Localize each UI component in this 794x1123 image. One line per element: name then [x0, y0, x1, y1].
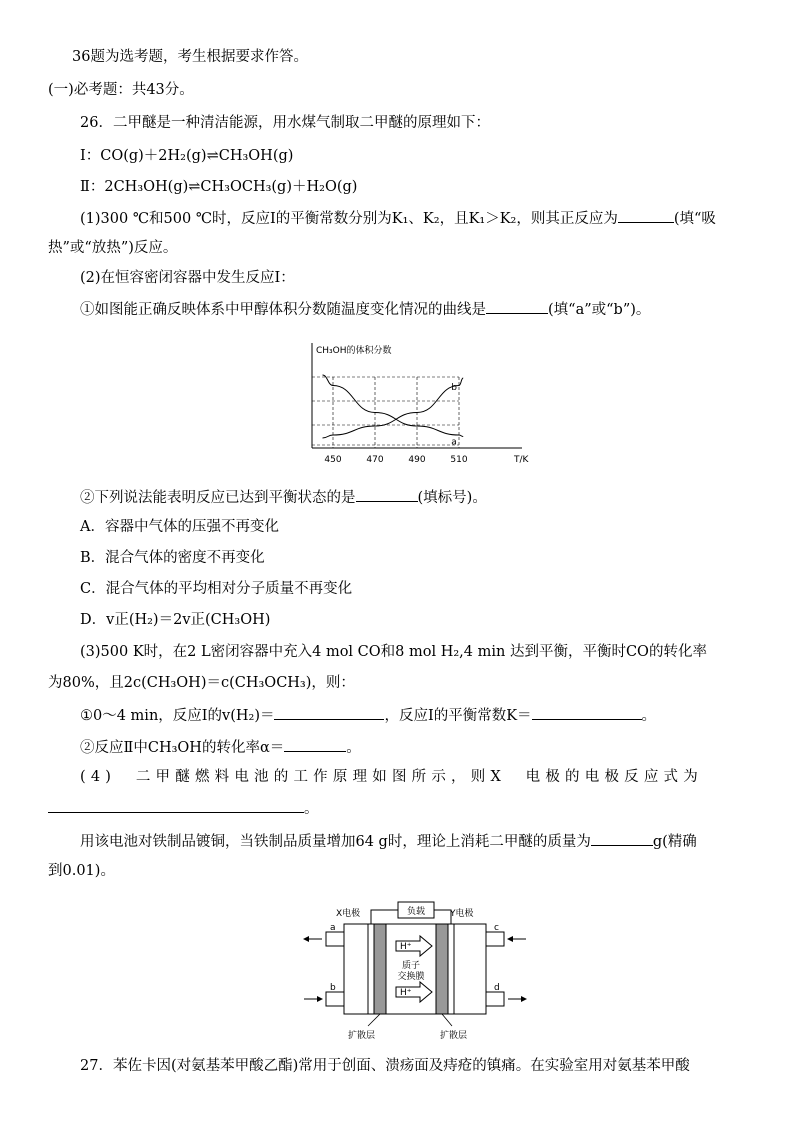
answer-blank-3[interactable] — [356, 487, 418, 502]
proton-label-bottom: H⁺ — [400, 988, 412, 998]
diffusion-pointer-left — [368, 1014, 380, 1026]
fuel-cell-diagram — [300, 892, 530, 1044]
q26-part5-text: 用该电池对铁制品镀铜，当铁制品质量增加64 g时，理论上消耗二甲醚的质量为 — [80, 834, 591, 850]
answer-blank-6[interactable] — [284, 737, 346, 752]
x-tick-label: 450 — [324, 455, 342, 465]
y-electrode-label: Y电极 — [450, 909, 474, 919]
q27-text: 27．苯佐卡因(对氨基苯甲酸乙酯)常用于创面、溃疡面及痔疮的镇痛。在实验室用对氨基苯甲酸 — [80, 1058, 690, 1074]
curve-label-b: b — [451, 383, 457, 393]
q26-part1-line2: 热”或“放热”)反应。 — [48, 240, 178, 256]
q26-part3-line1: (3)500 K时，在2 L密闭容器中充入4 mol CO和8 mol H₂,4 min 达到平衡，平衡时CO的转化率 — [80, 644, 707, 660]
q26-part2-1-tail: (填“a”或“b”)。 — [548, 302, 651, 318]
pipe-left-bottom — [326, 992, 344, 1006]
x-axis-label: T/K — [514, 455, 529, 465]
pipe-left-top — [326, 932, 344, 946]
x-electrode-label: X电极 — [336, 909, 361, 919]
answer-blank-2[interactable] — [486, 299, 548, 314]
x-electrode-layer — [368, 924, 374, 1014]
proton-label-top: H⁺ — [400, 942, 412, 952]
diffusion-label-left: 扩散层 — [348, 1031, 376, 1041]
q26-part4-end: 。 — [304, 801, 319, 817]
q26-part5-line1 — [80, 831, 697, 852]
q26-part3-1 — [80, 705, 656, 726]
answer-blank-5[interactable] — [532, 705, 642, 720]
curve-a — [323, 375, 464, 437]
q26-part2-2 — [80, 487, 487, 508]
x-tick-label: 490 — [408, 455, 426, 465]
pipe-right-top — [486, 932, 504, 946]
q26-part3-1-text: ①0～4 min，反应Ⅰ的v(H₂)＝ — [80, 708, 275, 724]
q26-part3-2 — [80, 737, 361, 758]
answer-blank-4[interactable] — [274, 705, 384, 720]
curve-b — [323, 378, 464, 438]
q26-part3-1-mid: ，反应Ⅰ的平衡常数K＝ — [384, 708, 532, 724]
q26-part5-line2: 到0.01)。 — [48, 863, 115, 879]
q26-part4-line2 — [48, 798, 319, 819]
option-a: A．容器中气体的压强不再变化 — [80, 519, 279, 535]
y-axis-label: CH₃OH的体积分数 — [316, 346, 392, 356]
q26-part2-2-text: ②下列说法能表明反应已达到平衡状态的是 — [80, 490, 356, 506]
answer-blank-1[interactable] — [618, 208, 674, 223]
q26-part3-line2: 为80%，且2c(CH₃OH)＝c(CH₃OCH₃)，则： — [48, 675, 355, 691]
pipe-right-bottom — [486, 992, 504, 1006]
methanol-fraction-chart — [300, 335, 530, 470]
reaction-2: Ⅱ：2CH₃OH(g)⇌CH₃OCH₃(g)＋H₂O(g) — [80, 179, 358, 195]
diffusion-pointer-right — [442, 1014, 452, 1026]
q26-part4-line1: (4) 二甲醚燃料电池的工作原理如图所示，则X 电极的电极反应式为 — [80, 769, 703, 785]
q26-part1-line1 — [80, 208, 716, 229]
port-a-label: a — [330, 923, 336, 933]
membrane-label-2: 交换膜 — [397, 972, 425, 982]
right-diffusion-layer — [436, 924, 448, 1014]
x-tick-label: 470 — [366, 455, 384, 465]
q26-part2-1-text: ①如图能正确反映体系中甲醇体积分数随温度变化情况的曲线是 — [80, 302, 486, 318]
option-c: C．混合气体的平均相对分子质量不再变化 — [80, 581, 353, 597]
y-electrode-layer — [448, 924, 454, 1014]
q26-part1-tail: (填“吸 — [673, 211, 716, 227]
instruction-line: 36题为选考题，考生根据要求作答。 — [72, 49, 308, 65]
answer-blank-7[interactable] — [48, 798, 304, 813]
q26-part3-2-end: 。 — [346, 740, 361, 756]
left-diffusion-layer — [374, 924, 386, 1014]
q26-part3-1-end: 。 — [641, 708, 657, 724]
curve-label-a: a — [451, 437, 457, 448]
load-wire-right — [434, 910, 451, 924]
port-d-label: d — [494, 983, 500, 993]
q26-part2-2-tail: (填标号)。 — [417, 490, 487, 506]
q26-intro: 26．二甲醚是一种清洁能源，用水煤气制取二甲醚的原理如下： — [80, 115, 490, 131]
option-d: D．v正(H₂)＝2v正(CH₃OH) — [80, 612, 271, 628]
q26-part1-text: (1)300 ℃和500 ℃时，反应Ⅰ的平衡常数分别为K₁、K₂，且K₁＞K₂，则其正反应为 — [80, 211, 618, 227]
q26-part2-1 — [80, 299, 650, 320]
load-label: 负载 — [406, 907, 426, 917]
answer-blank-8[interactable] — [591, 831, 653, 846]
port-c-label: c — [494, 923, 499, 933]
membrane-label-1: 质子 — [401, 961, 421, 971]
option-b: B．混合气体的密度不再变化 — [80, 550, 265, 566]
reaction-1: Ⅰ：CO(g)＋2H₂(g)⇌CH₃OH(g) — [80, 148, 294, 164]
q26-part3-2-text: ②反应Ⅱ中CH₃OH的转化率α＝ — [80, 740, 285, 756]
q26-part5-tail: g(精确 — [652, 834, 697, 850]
q26-part2: (2)在恒容密闭容器中发生反应Ⅰ： — [80, 270, 295, 286]
x-tick-label: 510 — [450, 455, 468, 465]
section-heading: (一)必考题：共43分。 — [48, 82, 194, 98]
diffusion-label-right: 扩散层 — [440, 1031, 468, 1041]
load-wire-left — [371, 910, 398, 924]
port-b-label: b — [330, 983, 336, 993]
